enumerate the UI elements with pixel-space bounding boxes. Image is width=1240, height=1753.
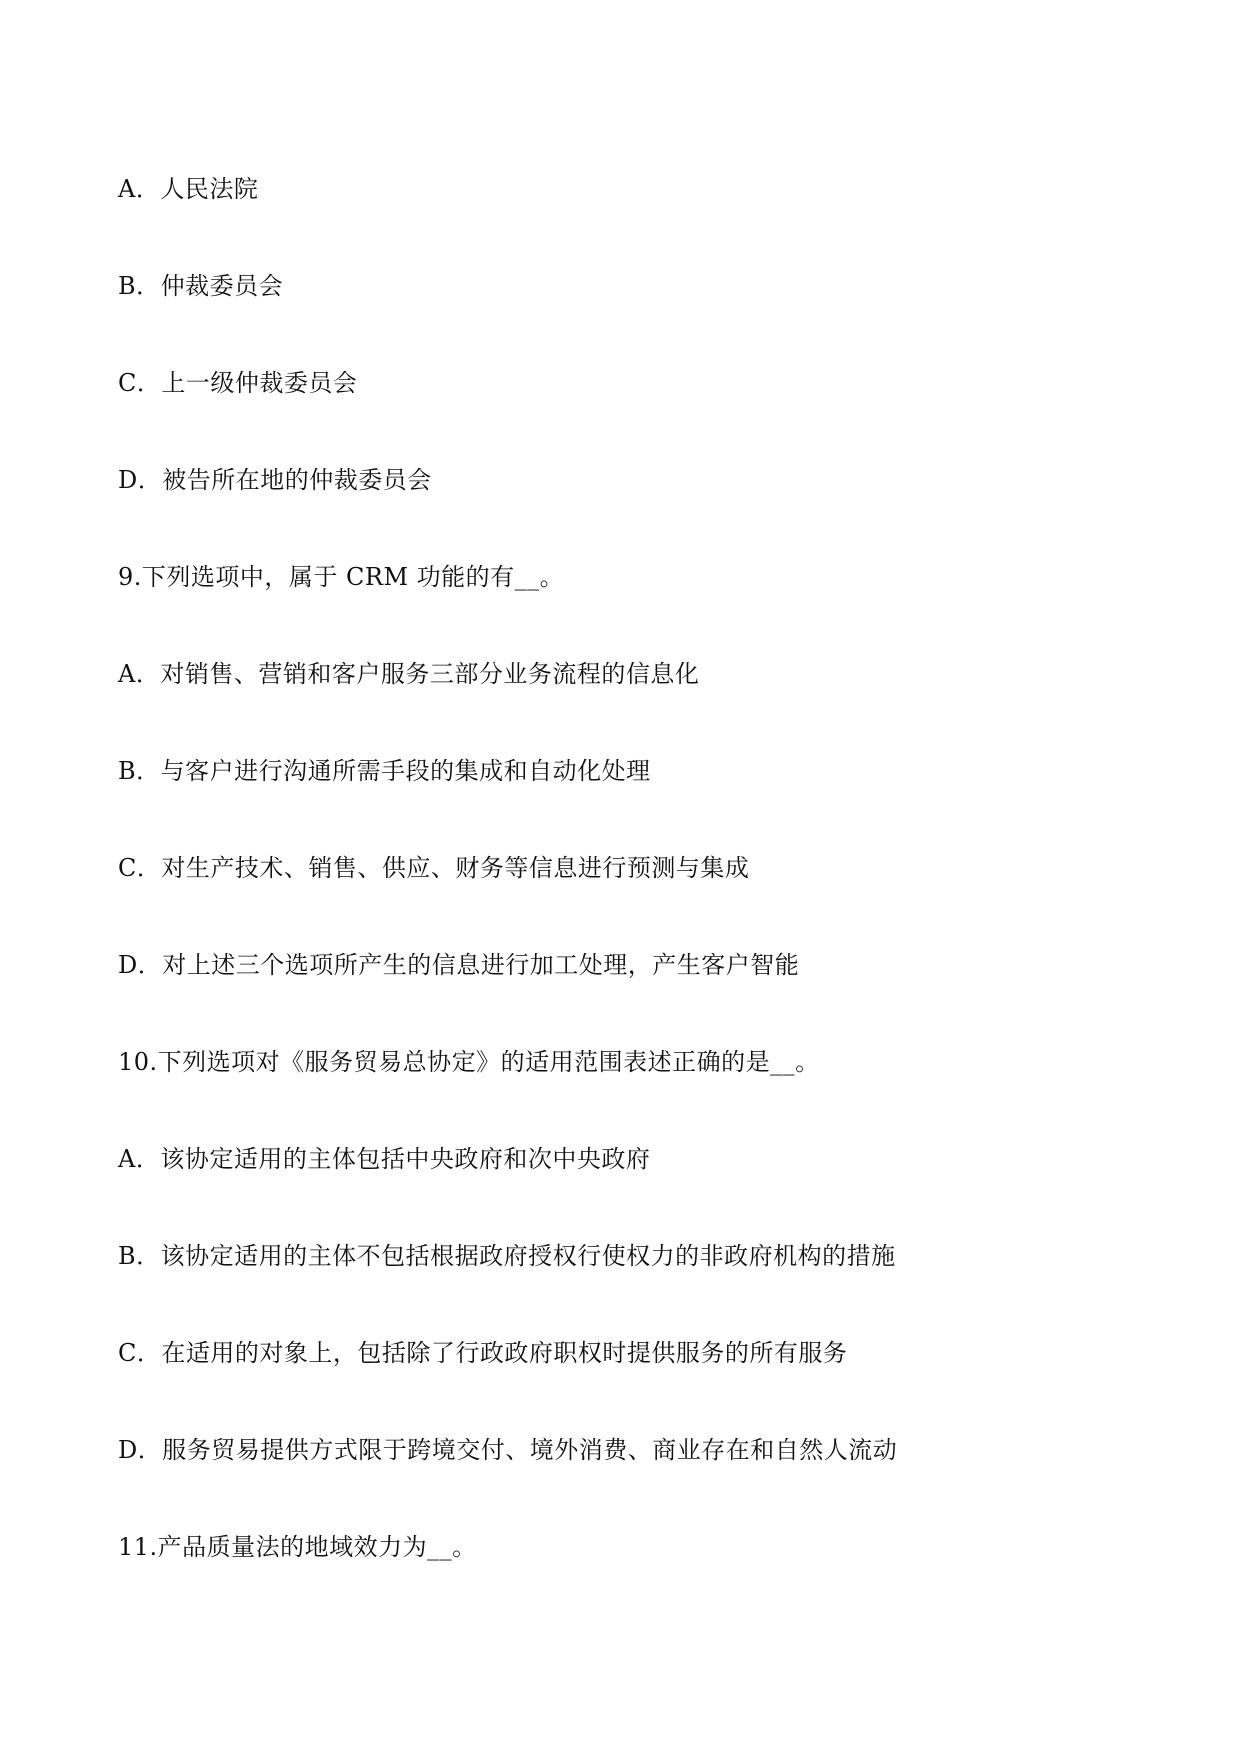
question-9: 9.下列选项中，属于 CRM 功能的有__。 xyxy=(118,563,565,591)
question-10: 10.下列选项对《服务贸易总协定》的适用范围表述正确的是__。 xyxy=(118,1048,820,1076)
q10-option-b: B．该协定适用的主体不包括根据政府授权行使权力的非政府机构的措施 xyxy=(118,1242,896,1270)
q9-option-c: C．对生产技术、销售、供应、财务等信息进行预测与集成 xyxy=(118,854,750,882)
question-11: 11.产品质量法的地域效力为__。 xyxy=(118,1533,477,1561)
q8-option-a: A．人民法院 xyxy=(118,175,259,203)
q10-option-c: C．在适用的对象上，包括除了行政政府职权时提供服务的所有服务 xyxy=(118,1339,848,1367)
q9-option-a: A．对销售、营销和客户服务三部分业务流程的信息化 xyxy=(118,660,700,688)
q8-option-c: C．上一级仲裁委员会 xyxy=(118,369,358,397)
q9-option-b: B．与客户进行沟通所需手段的集成和自动化处理 xyxy=(118,757,651,785)
q8-option-d: D．被告所在地的仲裁委员会 xyxy=(118,466,432,494)
q10-option-d: D．服务贸易提供方式限于跨境交付、境外消费、商业存在和自然人流动 xyxy=(118,1436,898,1464)
q9-option-d: D．对上述三个选项所产生的信息进行加工处理，产生客户智能 xyxy=(118,951,800,979)
q8-option-b: B．仲裁委员会 xyxy=(118,272,284,300)
q10-option-a: A．该协定适用的主体包括中央政府和次中央政府 xyxy=(118,1145,651,1173)
